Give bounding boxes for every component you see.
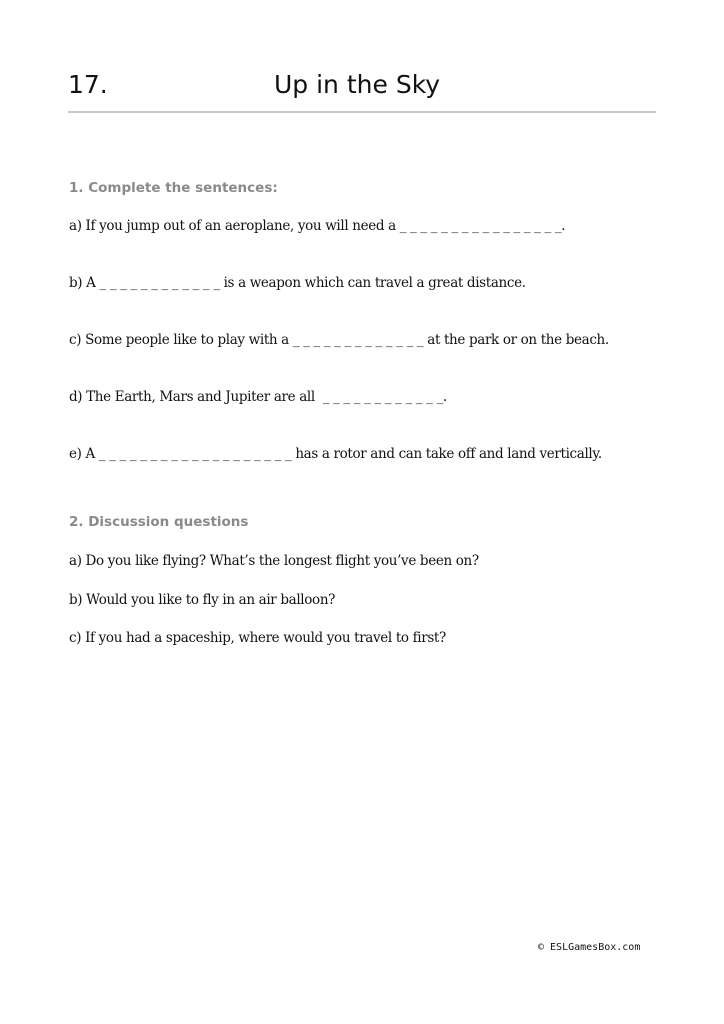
sentence-b: b) A _ _ _ _ _ _ _ _ _ _ _ _ is a weapon which can travel a great distance. [69, 275, 526, 291]
sentence-e: e) A _ _ _ _ _ _ _ _ _ _ _ _ _ _ _ _ _ _ _ has a rotor and can take off and land vertically. [69, 446, 602, 462]
section-heading-discussion: 2. Discussion questions [69, 514, 249, 530]
question-a: a) Do you like flying? What’s the longest flight you’ve been on? [69, 553, 479, 569]
worksheet-header [68, 70, 656, 100]
question-c: c) If you had a spaceship, where would you travel to first? [69, 630, 446, 646]
copyright-footer: © ESLGamesBox.com [538, 942, 641, 953]
sentence-c: c) Some people like to play with a _ _ _ _ _ _ _ _ _ _ _ _ _ at the park or on the beach. [69, 332, 609, 348]
sentence-d: d) The Earth, Mars and Jupiter are all _ _ _ _ _ _ _ _ _ _ _ _. [69, 389, 447, 405]
question-b: b) Would you like to fly in an air balloon? [69, 592, 336, 608]
worksheet-number: 17. [68, 70, 108, 99]
worksheet-title: Up in the Sky [274, 70, 441, 99]
section-heading-complete: 1. Complete the sentences: [69, 180, 278, 196]
header-divider [68, 111, 656, 113]
sentence-a: a) If you jump out of an aeroplane, you will need a _ _ _ _ _ _ _ _ _ _ _ _ _ _ _ _. [69, 218, 566, 234]
